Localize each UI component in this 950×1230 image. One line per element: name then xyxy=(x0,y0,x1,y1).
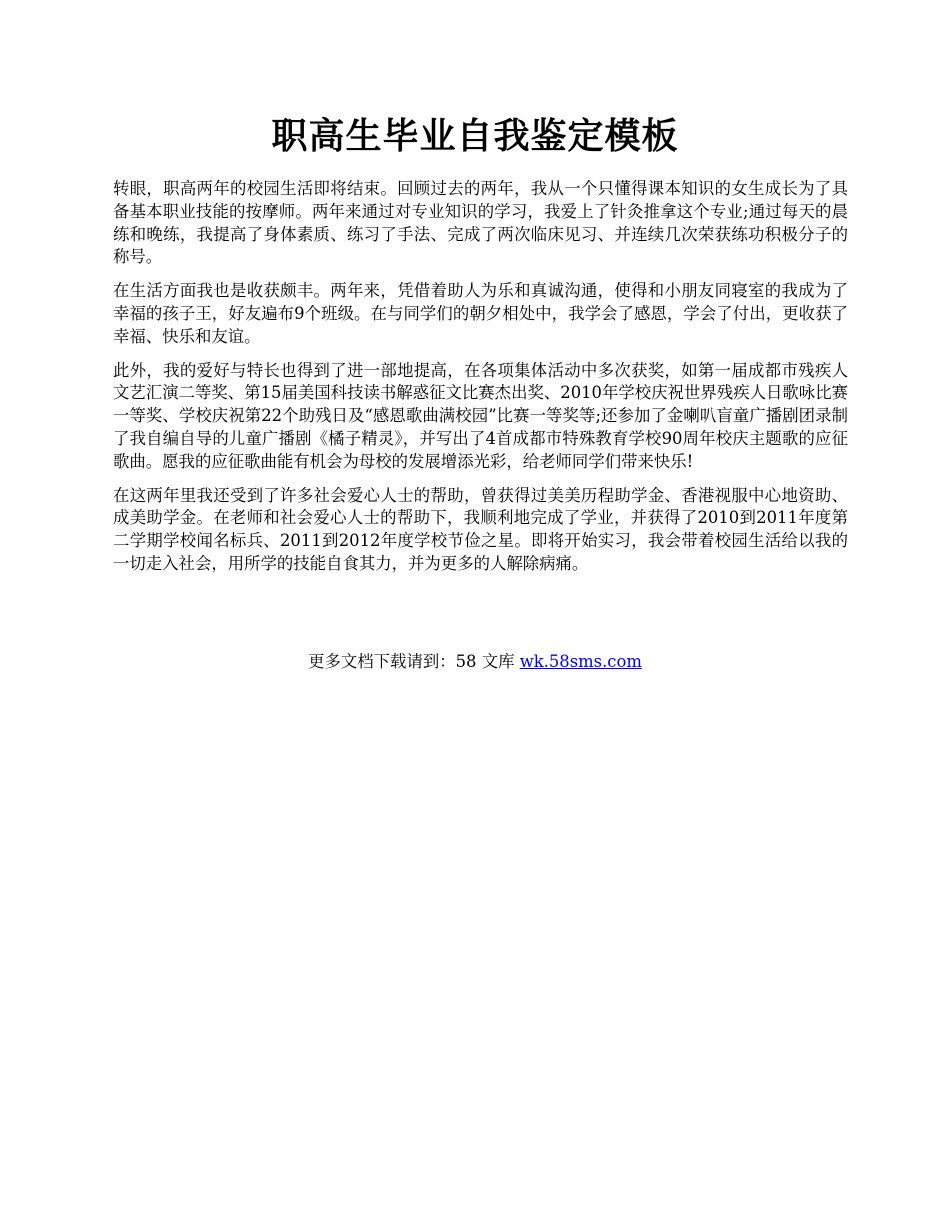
document-title: 职高生毕业自我鉴定模板 xyxy=(271,115,679,157)
footer-text: 更多文档下载请到：58 文库 xyxy=(308,652,520,671)
footer-link[interactable]: wk.58sms.com xyxy=(519,652,642,671)
paragraph-awards: 此外，我的爱好与特长也得到了进一部地提高，在各项集体活动中多次获奖，如第一届成都市残疾人文艺汇演二等奖、第15届美国科技读书解惑征文比赛杰出奖、2010年学校庆祝世界残疾人日歌咏比赛一等奖、学校庆祝第22个助残日及“感恩歌曲满校园”比赛一等奖等;还参加了金喇叭盲童广播剧团录制了我自编自导的儿童广播剧《橘子精灵》，并写出了4首成都市特殊教育学校90周年校庆主题歌的应征歌曲。愿我的应征歌曲能有机会为母校的发展增添光彩，给老师同学们带来快乐! xyxy=(113,360,848,471)
paragraph-life: 在生活方面我也是收获颇丰。两年来，凭借着助人为乐和真诚沟通，使得和小朋友同寝室的我成为了幸福的孩子王，好友遍布9个班级。在与同学们的朝夕相处中，我学会了感恩，学会了付出，更收获了幸福、快乐和友谊。 xyxy=(113,281,848,346)
paragraph-intro: 转眼，职高两年的校园生活即将结束。回顾过去的两年，我从一个只懂得课本知识的女生成长为了具备基本职业技能的按摩师。两年来通过对专业知识的学习，我爱上了针灸推拿这个专业;通过每天的晨练和晚练，我提高了身体素质、练习了手法、完成了两次临床见习、并连续几次荣获练功积极分子的称号。 xyxy=(113,179,848,267)
paragraph-support: 在这两年里我还受到了许多社会爱心人士的帮助，曾获得过美美历程助学金、香港视服中心地资助、成美助学金。在老师和社会爱心人士的帮助下，我顺利地完成了学业，并获得了2010到2011年度第二学期学校闻名标兵、2011到2012年度学校节俭之星。即将开始实习，我会带着校园生活给以我的一切走入社会，用所学的技能自食其力，并为更多的人解除病痛。 xyxy=(113,485,848,573)
document-body xyxy=(113,178,848,587)
download-footer xyxy=(0,650,950,674)
